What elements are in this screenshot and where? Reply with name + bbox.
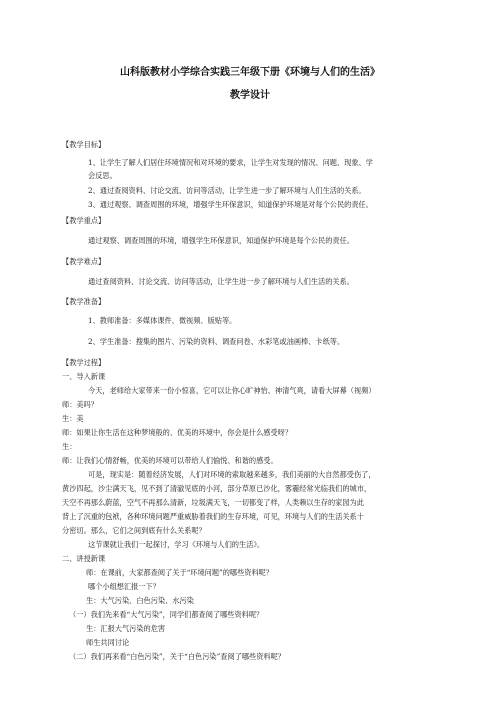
document-title: 山科版教材小学综合实践三年级下册《环境与人们的生活》 bbox=[120, 67, 380, 78]
paragraph-line: 今天，老师给大家带来一份小惊喜，它可以让你心旷神怡、神清气爽，请看大屏幕（视频） bbox=[88, 386, 376, 395]
document-subtitle: 教学设计 bbox=[230, 90, 270, 101]
paragraph-line: 这节课就让我们一起探讨，学习《环境与人们的生活》。 bbox=[88, 540, 265, 549]
objective-3: 3、通过观察、调查周围的环境，增强学生环保意识，知道保护环境是对每个公民的责任。 bbox=[88, 200, 373, 209]
section-heading-difficulties: 【教学难点】 bbox=[62, 257, 106, 266]
dialogue-line: 哪个小组想汇报一下？ bbox=[88, 582, 160, 591]
dialogue-line: 师：让我们心情舒畅，优美的环境可以带给人们愉悦、和谐的感受。 bbox=[62, 456, 278, 465]
dialogue-line: 生：美 bbox=[62, 414, 84, 423]
subsection-line: （一）我们先来看“大气污染”，同学们都查阅了哪些资料呢？ bbox=[69, 610, 264, 619]
section-heading-objectives: 【教学目标】 bbox=[62, 140, 106, 149]
paragraph-line: 天空不再那么蔚蓝，空气不再那么清新，垃圾满天飞，一切都变了样，人类赖以生存的家园为此 bbox=[62, 498, 364, 507]
part-1-heading: 一、导入新课 bbox=[62, 372, 106, 381]
objective-1: 1、让学生了解人们居住环境情况和对环境的要求，让学生对发现的情况、问题、现象、学 bbox=[88, 158, 373, 167]
objective-2: 2、通过查阅资料、讨论交流、访问等活动，让学生进一步了解环境与人们生活的关系。 bbox=[88, 186, 366, 195]
paragraph-line: 分密切。那么，它们之间到底有什么关系呢？ bbox=[62, 526, 206, 535]
key-point-text: 通过观察、调查周围的环境，增强学生环保意识，知道保护环境是每个公民的责任。 bbox=[88, 236, 354, 245]
dialogue-line: 生：汇报大气污染的危害 bbox=[86, 624, 166, 633]
subsection-line: （二）我们再来看“白色污染”，关于“白色污染”查阅了哪些资料呢？ bbox=[69, 652, 285, 661]
prep-student: 2、学生准备：搜集的图片、污染的资料、调查问卷、水彩笔或油画棒、卡纸等。 bbox=[88, 337, 345, 346]
objective-1-cont: 会反思。 bbox=[88, 171, 117, 180]
dialogue-line: 师生共同讨论 bbox=[86, 638, 130, 647]
dialogue-line: 师：如果让你生活在这种梦境般的、优美的环境中，你会是什么感受呀？ bbox=[62, 428, 293, 437]
dialogue-line: 生： bbox=[62, 442, 77, 451]
paragraph-line: 黄沙四起，沙尘满天飞，见不到了清澈见底的小河，部分草原已沙化，雾霾经常光临我们的城市， bbox=[62, 484, 372, 493]
dialogue-line: 师：美吗？ bbox=[62, 400, 98, 409]
section-heading-preparation: 【教学准备】 bbox=[62, 297, 106, 306]
section-heading-process: 【教学过程】 bbox=[62, 358, 106, 367]
difficulty-text: 通过查阅资料、讨论交流、访问等活动，让学生进一步了解环境与人们生活的关系。 bbox=[88, 277, 354, 286]
dialogue-line: 生：大气污染、白色污染、水污染 bbox=[86, 596, 194, 605]
part-2-heading: 二、讲授新课 bbox=[62, 554, 106, 563]
dialogue-line: 师：在课前，大家都查阅了关于“环境问题”的哪些资料呢？ bbox=[86, 568, 274, 577]
paragraph-line: 背上了沉重的包袱，各种环境问题严重威胁着我们的生存环境，可见，环境与人们的生活关系十 bbox=[62, 512, 364, 521]
paragraph-line: 可是，现实是：随着经济发展，人们对环境的索取越来越多，我们美丽的大自然都受伤了， bbox=[88, 470, 376, 479]
prep-teacher: 1、教师准备：多媒体课件、微视频、版贴等。 bbox=[88, 316, 237, 325]
section-heading-key-points: 【教学重点】 bbox=[62, 216, 106, 225]
